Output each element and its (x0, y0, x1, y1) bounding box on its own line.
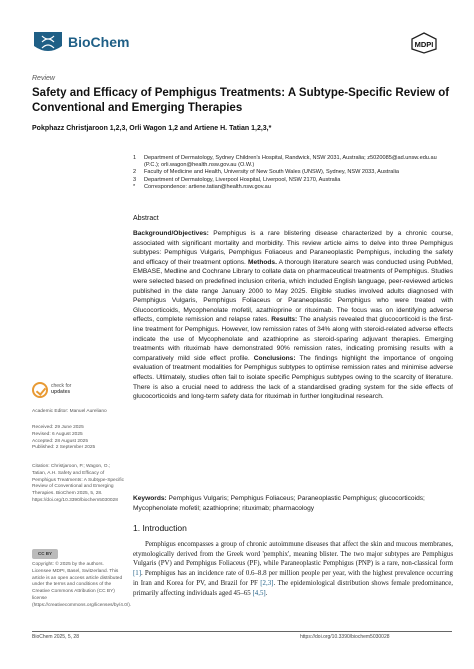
article-title: Safety and Efficacy of Pemphigus Treatments: A Subtype-Specific Review of Conventional and Emerging Therapies (32, 87, 450, 114)
journal-name: BioChem (68, 34, 130, 50)
affiliation-2: 2 Faculty of Medicine and Health, University of New South Wales (UNSW), Sydney, NSW 2033, Australia (133, 169, 399, 176)
citation: Citation: Christjaroon, P.; Wagon, O.; Tatian, A.H. Safety and Efficacy of Pemphigus Treatments: A Subtype-Specific Review of Conventional and Emerging Therapies. BioChem 2025, 5, 28. https://doi.org/10.3390/biochem5030028 (32, 464, 124, 503)
academic-editor: Academic Editor: Manuel Aureliano (32, 409, 107, 414)
cc-license-icon: CC BY (32, 549, 58, 559)
check-updates-icon (32, 382, 48, 398)
introduction-paragraph: Pemphigus encompasses a group of chronic autoimmune diseases that affect the skin and mucous membranes, etymologically derived from the Greek word 'pemphix', meaning blister. The two major subtypes are Pemphigus Vulgaris (PV) and Pemphigus Foliaceus (PF), while Paraneoplastic Pemphigus (PNP) is a rare, non-classical form [1]. Pemphigus has an incidence rate of 0.6–8.8 per million people per year, with the highest prevalence occurring in Iran and Korea for PV, and Brazil for PF [2,3]. The epidemiological distribution shows female predominance, primarily affecting individuals aged 45–65 [4,5]. (133, 541, 453, 597)
abstract-body: Background/Objectives: Pemphigus is a rare blistering disease characterized by a chronic course, associated with significant mortality and morbidity. This review article aims to delve into three Pemphigus subtypes: Pemphigus Vulgaris, Pemphigus Foliaceus and Paraneoplastic Pemphigus, including the safety and efficacy of their treatment options. Methods. A thorough literature search was conducted using PubMed, EMBASE, Medline and Cochrane Library to collate data on pharmaceutical treatments of Pemphigus. Studies were selected based on predefined inclusion criteria, which included English language, peer-reviewed articles published in the date range January 2000 to May 2025. Eligible studies involved adults diagnosed with Pemphigus Vulgaris, Pemphigus Foliaceus or Paraneoplastic Pemphigus who were treated with Glucocorticoids, Mycophenolate mofetil, azathioprine or rituximab. The focus was on identifying adverse effects, complete remission and relapse rates. Results: The analysis revealed that glucocorticoid is the first-line treatment for Pemphigus. However, low remission rates of 34% along with steroid-related adverse effects indicate the use of Mycophenolate and azathioprine as steroid-sparing adjuvant therapies. Emerging treatments with rituximab have demonstrated 90% remission rates, indicating promising results with a comparatively mild side effect profile. Conclusions: The findings highlight the importance of ongoing evaluation of treatment modalities for Pemphigus subtypes to optimise remission rates and minimise adverse effects. Ultimately, studies often fail to isolate specific Pemphigus subtypes owing to the scarcity of literature. There is also a crucial need to address the lack of a standardised grading system for the side effects of glucocorticoids and long-term safety data for rituximab in further longitudinal research. (133, 230, 454, 401)
affiliations (133, 155, 453, 191)
correspondence: * Correspondence: artiene.tatian@health.nsw.gov.au (133, 183, 271, 190)
article-type: Review (32, 75, 55, 82)
publisher-name: MDPI (414, 40, 434, 49)
publication-dates: Received: 29 June 2025 Revised: 6 August 2025 Accepted: 28 August 2025 Published: 2 September 2025 (32, 425, 96, 451)
section-heading: 1. Introduction (133, 523, 187, 533)
check-for-updates-button[interactable]: check for updates (32, 382, 82, 402)
footer-doi-link[interactable]: https://doi.org/10.3390/biochem5030028 (300, 634, 390, 640)
reference-link[interactable]: [1] (133, 570, 142, 578)
publisher-logo (406, 32, 442, 54)
reference-link[interactable]: [2,3] (260, 579, 274, 587)
journal-logo-icon (32, 30, 64, 56)
footer-divider (32, 631, 452, 632)
affiliation-3: 3 Department of Dermatology, Liverpool Hospital, Liverpool, NSW 2170, Australia (133, 176, 341, 183)
abstract-heading: Abstract (133, 215, 159, 222)
license-text: CC BY Copyright: © 2025 by the authors. Licensee MDPI, Basel, Switzerland. This article is an open access article distributed under the terms and conditions of the Creative Commons Attribution (CC BY) license (https://creativecommons.org/licenses/by/4.0/). (32, 551, 132, 608)
reference-link[interactable]: [4,5] (252, 589, 266, 597)
author-list: Pokphazz Christjaroon 1,2,3, Orli Wagon 1,2 and Artiene H. Tatian 1,2,3,* (32, 125, 272, 132)
keywords: Keywords: Pemphigus Vulgaris; Pemphigus Foliaceus; Paraneoplastic Pemphigus; glucocorticoids; Mycophenolate mofetil; azathioprine; rituximab; pharmacology (133, 495, 425, 512)
affiliation-1: 1 Department of Dermatology, Sydney Children's Hospital, Randwick, NSW 2031, Australia; z5020085@ad.unsw.edu.au (P.C.); orli.wagon@health.nsw.gov.au (O.W.) (133, 155, 437, 169)
footer-journal: BioChem 2025, 5, 28 (32, 634, 79, 640)
